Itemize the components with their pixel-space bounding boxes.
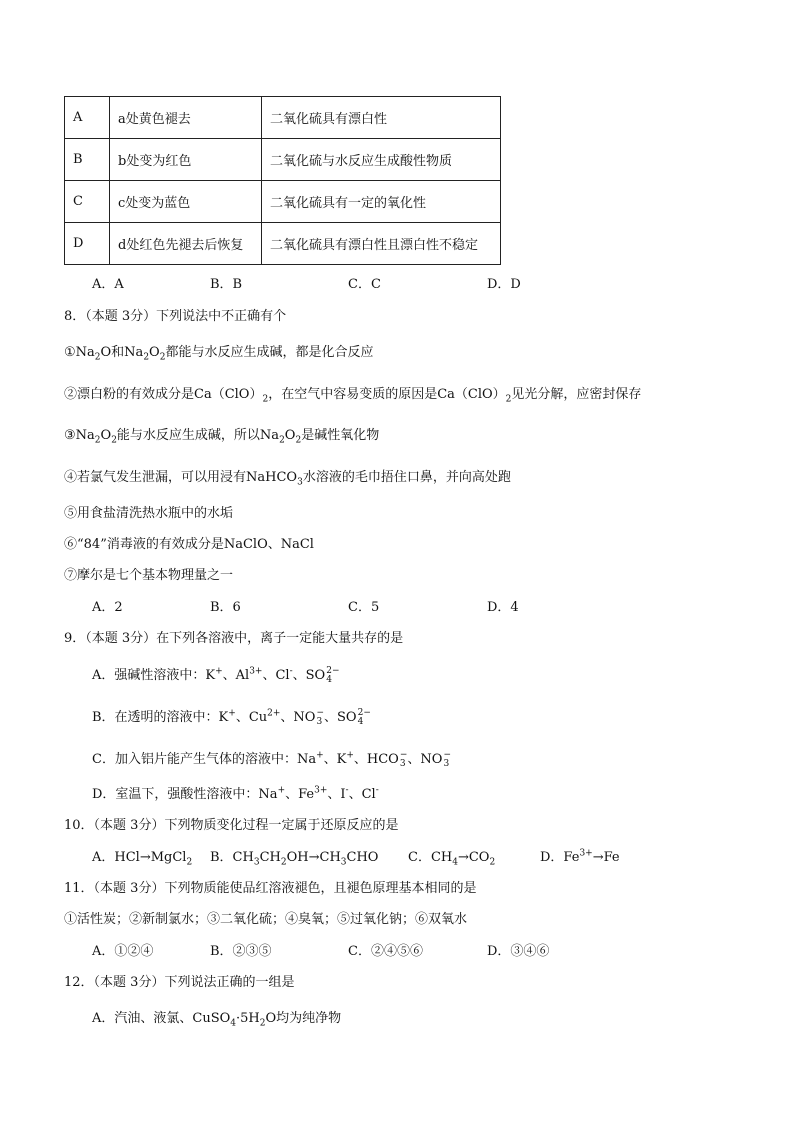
option-explanation: 二氧化硫与水反应生成酸性物质	[262, 139, 501, 181]
q11-items: ①活性炭；②新制氯水；③二氧化硫；④臭氧；⑤过氧化钠；⑥双氧水	[64, 912, 468, 927]
q8-statement-6: ⑥“84”消毒液的有效成分是NaClO、NaCl	[64, 537, 314, 552]
q8-statement-1: $①Na_2O$和$Na_2O_2$都能与水反应生成碱，都是化合反应	[64, 345, 374, 363]
q10-choice-d[interactable]: D．$Fe^{3+}\to Fe$	[540, 848, 620, 865]
q9-option-a[interactable]: A．强碱性溶液中：K+、$Al^{3+}$、Cl-、SO 2− 4	[92, 665, 340, 685]
q8-choice-a[interactable]: A．2	[92, 600, 123, 615]
q7-choice-d[interactable]: D．D	[487, 277, 521, 292]
options-table-row	[65, 181, 501, 223]
q11-choice-b[interactable]: B．②③⑤	[210, 944, 272, 959]
option-explanation: 二氧化硫具有漂白性	[262, 97, 501, 139]
q9-option-d[interactable]: D．室温下，强酸性溶液中：Na+、$Fe^{3+}$、I-、Cl-	[92, 785, 379, 802]
q8-statement-3: $③Na_2O_2$能与水反应生成碱，所以$Na_2O_2$是碱性氧化物	[64, 428, 380, 446]
option-letter: A	[65, 97, 110, 139]
q11-stem: 11．（本题 3分）下列物质能使品红溶液褪色，且褪色原理基本相同的是	[64, 881, 477, 896]
q8-choice-d[interactable]: D．4	[487, 600, 519, 615]
q8-statement-4: ④若氯气发生泄漏，可以用浸有NaHCO$_3$水溶液的毛巾捂住口鼻，并向高处跑	[64, 470, 511, 488]
q8-statement-7: ⑦摩尔是七个基本物理量之一	[64, 568, 234, 583]
q7-choice-c[interactable]: C．C	[348, 277, 381, 292]
q10-choice-c[interactable]: C．$CH_4\to CO_2$	[408, 850, 496, 868]
option-letter: C	[65, 181, 110, 223]
q12-stem: 12．（本题 3分）下列说法正确的一组是	[64, 975, 295, 990]
q10-stem: 10．（本题 3分）下列物质变化过程一定属于还原反应的是	[64, 818, 399, 833]
q7-choice-a[interactable]: A．A	[92, 277, 124, 292]
q10-choice-a[interactable]: A．HCl→MgCl$_2$	[92, 850, 193, 868]
q11-choice-c[interactable]: C．②④⑤⑥	[348, 944, 423, 959]
option-explanation: 二氧化硫具有漂白性且漂白性不稳定	[262, 223, 501, 265]
options-table-row	[65, 97, 501, 139]
q8-stem: 8．（本题 3分）下列说法中不正确有个	[64, 309, 287, 324]
options-table	[64, 96, 501, 265]
q8-choice-c[interactable]: C．5	[348, 600, 380, 615]
option-phenomenon: a处黄色褪去	[110, 97, 262, 139]
q8-statement-2: ②漂白粉的有效成分是$Ca(ClO)_2$，在空气中容易变质的原因是$Ca(ClO)_2$见光分解，应密封保存	[64, 387, 642, 405]
option-phenomenon: c处变为蓝色	[110, 181, 262, 223]
option-explanation: 二氧化硫具有一定的氧化性	[262, 181, 501, 223]
option-letter: B	[65, 139, 110, 181]
q8-choice-b[interactable]: B．6	[210, 600, 241, 615]
q11-choice-a[interactable]: A．①②④	[92, 944, 154, 959]
q9-stem: 9．（本题 3分）在下列各溶液中，离子一定能大量共存的是	[64, 631, 404, 646]
option-phenomenon: b处变为红色	[110, 139, 262, 181]
options-table-row	[65, 223, 501, 265]
options-table-row	[65, 139, 501, 181]
q9-option-b[interactable]: B．在透明的溶液中：K+、$Cu^{2+}$、NO − 3 、SO 2− 4	[92, 707, 371, 727]
q12-option-a[interactable]: A．汽油、液氯、$CuSO_4\cdot 5H_2O$均为纯净物	[92, 1011, 342, 1029]
q9-option-c[interactable]: C．加入铝片能产生气体的溶液中：Na+、K+、HCO − 3 、NO − 3	[92, 749, 451, 769]
q11-choice-d[interactable]: D．③④⑥	[487, 944, 550, 959]
q10-choice-b[interactable]: B．$CH_3CH_2OH\to CH_3CHO$	[210, 850, 379, 868]
option-phenomenon: d处红色先褪去后恢复	[110, 223, 262, 265]
option-letter: D	[65, 223, 110, 265]
q8-statement-5: ⑤用食盐清洗热水瓶中的水垢	[64, 506, 234, 521]
q7-choice-b[interactable]: B．B	[210, 277, 243, 292]
